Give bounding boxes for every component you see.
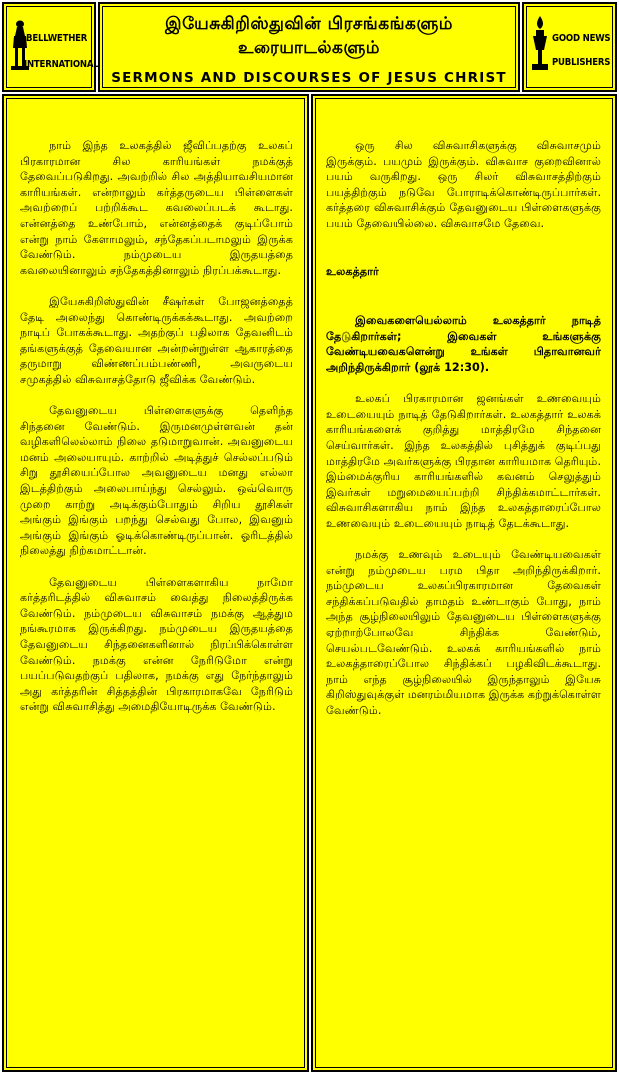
right-column: [311, 94, 617, 1072]
right-column-text: [326, 138, 601, 734]
logo-left-line1: BELLWETHER: [26, 33, 88, 44]
logo-right-line1: GOOD NEWS: [552, 33, 611, 44]
title-tamil-line1: இயேசுகிறிஸ்துவின் பிரசங்கங்களும்: [165, 14, 453, 34]
lamp-icon: [531, 16, 549, 74]
left-column-text: [20, 138, 293, 731]
left-paragraph: இயேசுகிறிஸ்துவின் சீஷர்கள் போஜனத்தைத் தேடி அலைந்து கொண்டிருக்கக்கூடாது. அவற்றை நாடிப் போகக்கூடாது. அதற்குப் பதிலாக தேவனிடம் தங்களுக்குத் தேவையான அன்றன்றுள்ள ஆகாரத்தை தருமாறு விண்ணப்பம்பண்ணி, அவருடைய சமுகத்தில் விசுவாசத்தோடு ஜீவிக்க வேண்டும்.: [20, 294, 293, 386]
left-paragraph: தேவனுடைய பிள்ளைகளுக்கு தெளிந்த சிந்தனை வேண்டும். இருமனமுள்ளவன் தன் வழிகளிலெல்லாம் நிலை தடுமாறுவான். அவனுடைய மனம் அலையாயும். காற்றில் அடித்துச் செல்லப்படும் சிறு தூசியைப்போல அவனுடைய மனது எல்லா இடத்திற்கும் அலைபாய்ந்து செல்லும். ஒவ்வொரு முறை காற்று அடிக்கும்போதும் சிறிய தூசிகள் அங்கும் இங்கும் பறந்து செல்வது போல, இவனும் அங்கும் இங்கும் ஓடிக்கொண்டிருப்பான். ஓரிடத்தில் நிலைத்து நிற்கமாட்டான்.: [20, 404, 293, 558]
left-paragraph: தேவனுடைய பிள்ளைகளாகிய நாமோ கர்த்தரிடத்தில் விசுவாசம் வைத்து நிலைத்திருக்க வேண்டும். நம்முடைய விசுவாசம் நமக்கு ஆத்தும நங்கூரமாக இருக்கிறது. நம்முடைய இருதயத்தை தேவனுடைய சிந்தனைகளினால் நிரப்பிக்கொள்ள வேண்டும். நமக்கு என்ன நேரிடுமோ என்று பயப்படுவதற்குப் பதிலாக, நமக்கு எது நேர்ந்தாலும் அது கர்த்தரின் சித்தத்தின் பிரகாரமாகவே நேரிடும் என்று விசுவாசித்து அமைதியோடிருக்க வேண்டும்.: [20, 575, 293, 714]
left-paragraph: நாம் இந்த உலகத்தில் ஜீவிப்பதற்கு உலகப் பிரகாரமான சில காரியங்கள் நமக்குத் தேவைப்படுகிறது. அவற்றில் சில அத்தியாவசியமான காரியங்கள். என்றாலும் கர்த்தருடைய பிள்ளைகள் அவற்றைப் பற்றிக்கூட கவலைப்படக் கூடாது. என்னத்தை உண்போம், என்னத்தைக் குடிப்போம் என்று நாம் கேளாமலும், சந்தேகப்படாமலும் இருக்க வேண்டும். நம்முடைய இருதயத்தை கவலையினாலும் சந்தேகத்தினாலும் நிரப்பக்கூடாது.: [20, 139, 293, 277]
title-english: SERMONS AND DISCOURSES OF JESUS CHRIST: [111, 70, 507, 86]
right-paragraph: நமக்கு உணவும் உடையும் வேண்டியவைகள் என்று நம்முடைய பரம பிதா அறிந்திருக்கிறார். நம்முடைய உலகப்பிரகாரமான தேவைகள் சந்திக்கப்படுவதில் தாமதம் உண்டாகும் போது, நாம் அந்த சூழ்நிலையிலும் தேவனுடைய பிள்ளைகளுக்கு ஏற்றாற்போலவே சிந்திக்க வேண்டும், செயல்படவேண்டும். உலகக் காரியங்களில் நாம் உலகத்தாரைப்போல சிந்திக்கப் பழகிவிடக்கூடாது. நாம் எந்த சூழ்நிலையில் இருந்தாலும் இயேசு கிறிஸ்துவுக்குள் மனரம்மியமாக இருக்க கற்றுக்கொள்ள வேண்டும்.: [326, 548, 601, 717]
title-tamil-line2: உரையாடல்களும்: [238, 38, 380, 58]
logo-left-line2: INTERNATIONAL: [24, 59, 99, 70]
right-paragraph: ஒரு சில விசுவாசிகளுக்கு விசுவாசமும் இருக்கும். பயமும் இருக்கும். விசுவாச குறைவினால் பயம் வருகிறது. ஒரு சிலர் விசுவாசத்திற்கும் பயத்திற்கும் நடுவே போராடிக்கொண்டிருப்பார்கள். கர்த்தரை விசுவாசிக்கும் தேவனுடைய பிள்ளைகளுக்கு பயம் தேவையில்லை. விசுவாசமே தேவை.: [326, 139, 601, 230]
right-paragraph: உலகப் பிரகாரமான ஜனங்கள் உணவையும் உடையையும் நாடித் தேடுகிறார்கள். உலகத்தார் உலகக் காரியங்களைக் குறித்து மாத்திரமே சிந்தனை செய்வார்கள். இந்த உலகத்தில் புசித்துக் குடிப்பது மாத்திரமே அவர்களுக்கு பிரதான காரியமாக தெரியும். இம்மைக்குரிய காரியங்களில் கவனம் செலுத்தும் இவர்கள் மறுமையைப்பற்றி சிந்திக்கமாட்டார்கள். விசுவாசிகளாகிய நாம் இந்த உலகத்தாரைப்போல உணவையும் உடையையும் நாடித் தேடக்கூடாது.: [326, 392, 601, 530]
section-heading: உலகத்தார்: [326, 264, 379, 278]
left-column: [2, 94, 309, 1072]
scripture-verse: இவைகளையெல்லாம் உலகத்தார் நாடித் தேடுகிறார்கள்; இவைகள் உங்களுக்கு வேண்டியவைகளென்று உங்கள் பிதாவானவர் அறிந்திருக்கிறார் (லூக் 12:30).: [326, 314, 601, 374]
title-tamil: [100, 12, 518, 60]
title-banner: [98, 2, 520, 92]
bellwether-logo: [2, 2, 99, 92]
logo-right-line2: PUBLISHERS: [552, 57, 611, 68]
good-news-logo: [522, 2, 617, 92]
